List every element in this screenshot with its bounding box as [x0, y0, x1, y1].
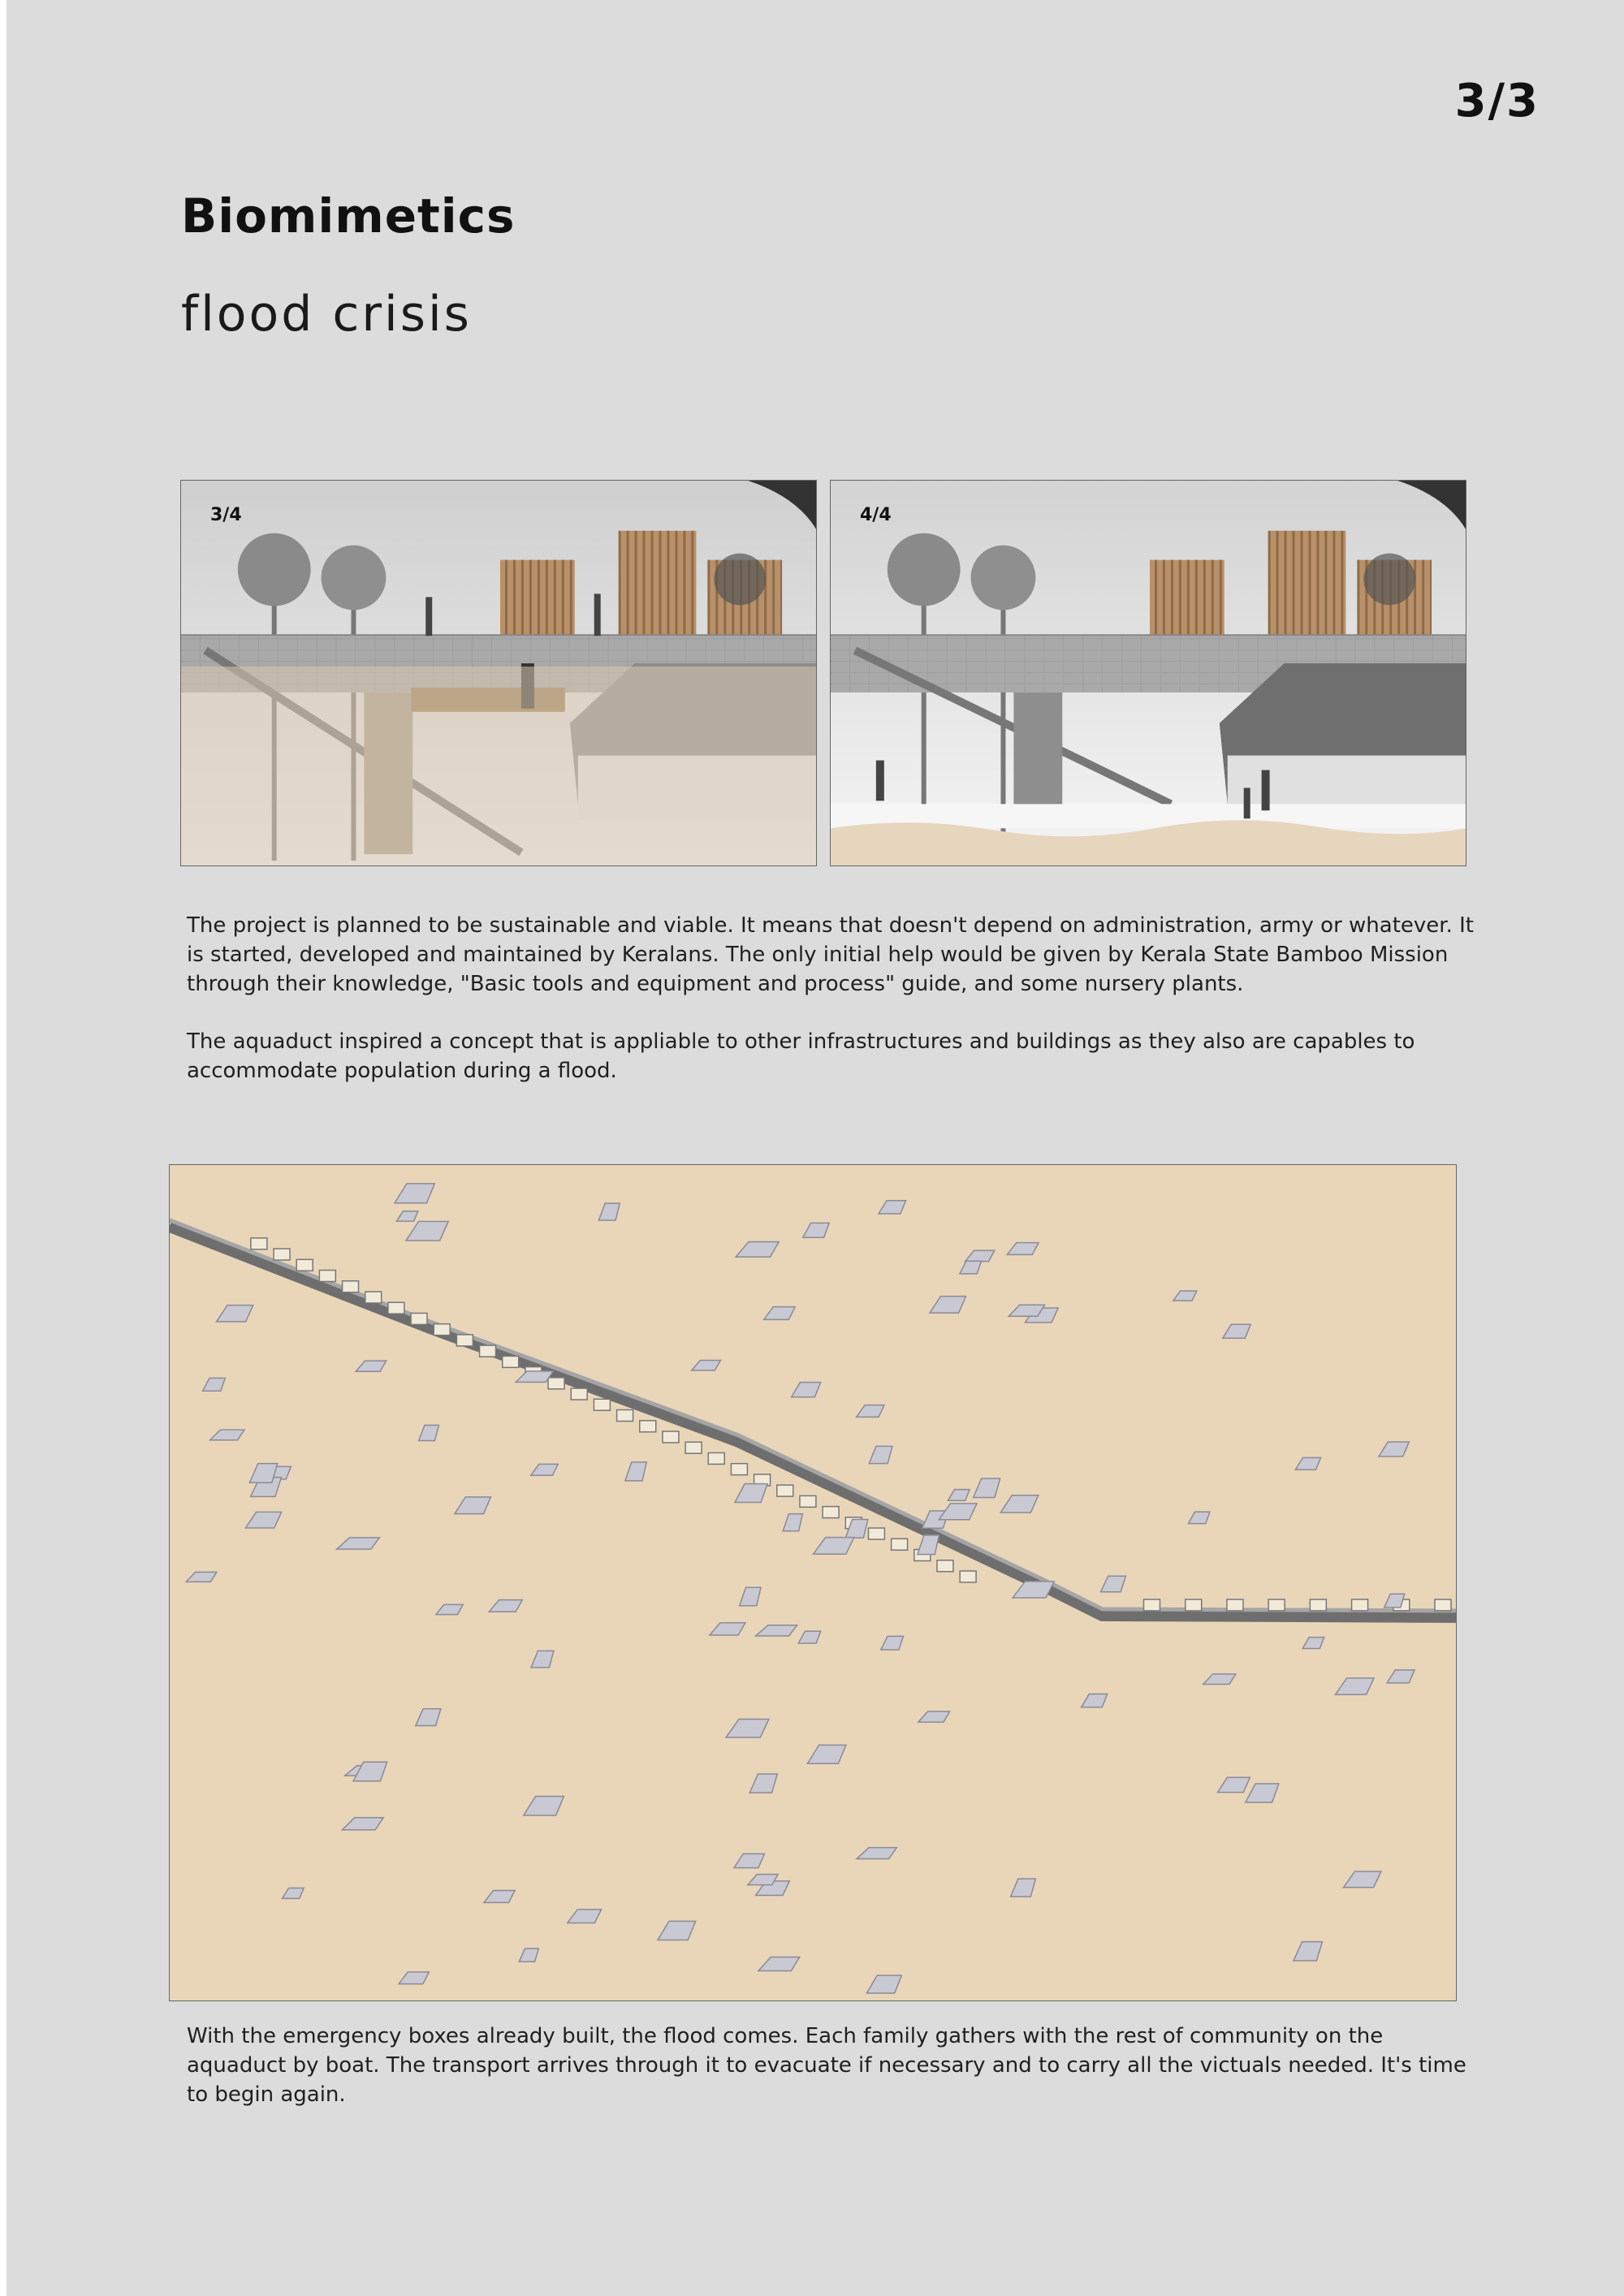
house-roof [1302, 1638, 1324, 1649]
emergency-box [640, 1421, 656, 1432]
emergency-box [708, 1452, 724, 1464]
house-roof [524, 1796, 564, 1815]
emergency-box [731, 1464, 747, 1475]
house-roof [756, 1625, 797, 1636]
house-roof [203, 1378, 226, 1391]
house-roof [869, 1446, 892, 1463]
house-roof [598, 1203, 620, 1220]
page-subtitle: flood crisis [181, 286, 472, 343]
house-roof [930, 1297, 965, 1313]
aqueduct-deck [170, 1220, 1456, 1611]
page-title: Biomimetics [181, 188, 516, 244]
house-roof [857, 1848, 896, 1859]
house-roof [342, 1818, 383, 1830]
house-roof [734, 1854, 764, 1867]
house-roof [857, 1405, 884, 1418]
page-number: 3/3 [1454, 75, 1540, 127]
illustration-dry-section [830, 480, 1466, 866]
emergency-box [434, 1324, 450, 1336]
house-roof [939, 1504, 977, 1520]
house-roof [396, 1211, 417, 1221]
house-roof [783, 1514, 802, 1531]
house-roof [1203, 1674, 1236, 1685]
house-roof [484, 1891, 515, 1903]
house-roof [918, 1535, 939, 1555]
house-roof [866, 1975, 901, 1993]
house-roof [337, 1538, 380, 1549]
house-roof [519, 1949, 538, 1962]
body-paragraph: The aquaduct inspired a concept that is appliable to other infrastructures and buildings as they also are capables to accommodate population during a flood. [187, 1029, 1415, 1083]
house-roof [748, 1875, 778, 1885]
emergency-box [388, 1302, 404, 1314]
house-roof [283, 1888, 304, 1899]
house-roof [764, 1307, 795, 1320]
house-roof [792, 1383, 821, 1397]
house-roof [692, 1361, 721, 1370]
emergency-box [319, 1271, 335, 1282]
house-roof [1294, 1942, 1322, 1961]
emergency-box [868, 1528, 884, 1539]
body-paragraph: With the emergency boxes already built, the flood comes. Each family gathers with the rest of community on the aquaduct by boat. The transport arrives through it to evacuate if necessary and to carry all the victuals needed. It's time to begin again. [187, 2024, 1466, 2107]
emergency-box [296, 1259, 313, 1271]
house-roof [881, 1636, 904, 1650]
house-roof [1007, 1243, 1039, 1255]
house-roof [740, 1587, 761, 1606]
dry-section-drawing [831, 481, 1466, 865]
body-paragraph: The project is planned to be sustainable and viable. It means that doesn't depend on administration, army or whatever. It is started, developed and maintained by Keralans. The only initial help would be given by Kerala State Bamboo Mission through their knowledge, "Basic tools and equipment and process" guide, and some nursery plants. [187, 913, 1474, 996]
house-roof [803, 1223, 829, 1237]
house-roof [965, 1250, 995, 1261]
emergency-boxes [251, 1238, 1451, 1611]
tree [1363, 554, 1415, 606]
emergency-box [823, 1507, 839, 1518]
aerial-flood-map [169, 1164, 1457, 2001]
page [6, 0, 1624, 2296]
emergency-box [1144, 1599, 1160, 1611]
house-roof [710, 1623, 745, 1635]
house-roof [531, 1651, 554, 1667]
house-roof [210, 1430, 244, 1440]
emergency-box [1310, 1599, 1326, 1611]
emergency-box [1227, 1599, 1243, 1611]
illustration-flooded-section [180, 480, 817, 866]
house-roof [960, 1261, 982, 1274]
house-roof [813, 1538, 853, 1555]
house-roof [1295, 1457, 1320, 1470]
house-roof [625, 1462, 646, 1481]
house-roof [406, 1221, 448, 1241]
figure-label: 4/4 [860, 505, 892, 525]
house-roof [736, 1242, 779, 1258]
house-roof [1000, 1495, 1038, 1513]
house-roof [1246, 1784, 1279, 1802]
house-roof [217, 1306, 253, 1322]
house-roof [798, 1631, 820, 1643]
house-roof [531, 1464, 559, 1475]
flooded-section-drawing [181, 481, 816, 865]
house-roof [1379, 1442, 1409, 1457]
emergency-box [663, 1431, 679, 1443]
house-roof [758, 1957, 800, 1970]
house-roof [399, 1972, 429, 1984]
house-roof [489, 1600, 522, 1612]
house-roof [918, 1711, 950, 1722]
house-roof [249, 1464, 277, 1483]
house-roof [1335, 1678, 1374, 1694]
house-roof [974, 1478, 1000, 1497]
emergency-box [685, 1442, 702, 1453]
emergency-box [548, 1378, 564, 1389]
emergency-box [617, 1410, 633, 1422]
pillar [1013, 693, 1062, 805]
tree [714, 554, 766, 606]
figure-label: 3/4 [210, 505, 242, 525]
house-roof [395, 1184, 434, 1203]
emergency-box [365, 1292, 382, 1303]
house-roof [1100, 1576, 1125, 1591]
emergency-box [274, 1249, 290, 1260]
house-roof [245, 1512, 281, 1528]
emergency-box [594, 1399, 610, 1410]
emergency-box [777, 1485, 793, 1496]
emergency-box [456, 1335, 473, 1346]
house-roof [879, 1201, 906, 1214]
house-roof [1223, 1324, 1250, 1338]
emergency-box [571, 1388, 587, 1400]
house-roof [1344, 1871, 1381, 1888]
house-roof [419, 1425, 439, 1440]
emergency-box [937, 1560, 953, 1572]
house-roof [735, 1484, 767, 1503]
aqueduct [170, 1226, 1456, 1616]
emergency-box [480, 1345, 496, 1357]
house-roof [568, 1910, 602, 1923]
house-roof [1011, 1879, 1036, 1897]
house-roof [186, 1572, 217, 1582]
house-roof [1082, 1694, 1108, 1707]
emergency-box [411, 1313, 427, 1324]
aerial-map-drawing [170, 1165, 1456, 2000]
house-roof [416, 1709, 441, 1726]
house-roof [1188, 1512, 1210, 1523]
emergency-box [503, 1356, 519, 1367]
house-roof [948, 1490, 970, 1501]
house-roof [1384, 1594, 1405, 1608]
emergency-box [251, 1238, 267, 1249]
house-roof [749, 1774, 777, 1793]
emergency-box [1352, 1599, 1368, 1611]
emergency-box [1268, 1599, 1285, 1611]
house-roof [1173, 1291, 1197, 1301]
emergency-box [800, 1495, 816, 1507]
house-roof [1013, 1582, 1054, 1598]
house-roof [455, 1497, 491, 1514]
house-roof [807, 1745, 846, 1763]
house-roof [726, 1720, 769, 1737]
emergency-box [892, 1539, 908, 1550]
emergency-box [1186, 1599, 1202, 1611]
emergency-box [1435, 1599, 1451, 1611]
house-roof [353, 1762, 387, 1781]
house-roof [658, 1921, 696, 1940]
house-roof [1009, 1305, 1044, 1316]
house-roof [1387, 1670, 1415, 1683]
emergency-box [343, 1281, 359, 1293]
flood-water [181, 667, 816, 865]
house-roof [1218, 1777, 1250, 1792]
house-roof [436, 1604, 463, 1614]
house-roof [356, 1361, 386, 1371]
emergency-box [960, 1571, 976, 1582]
